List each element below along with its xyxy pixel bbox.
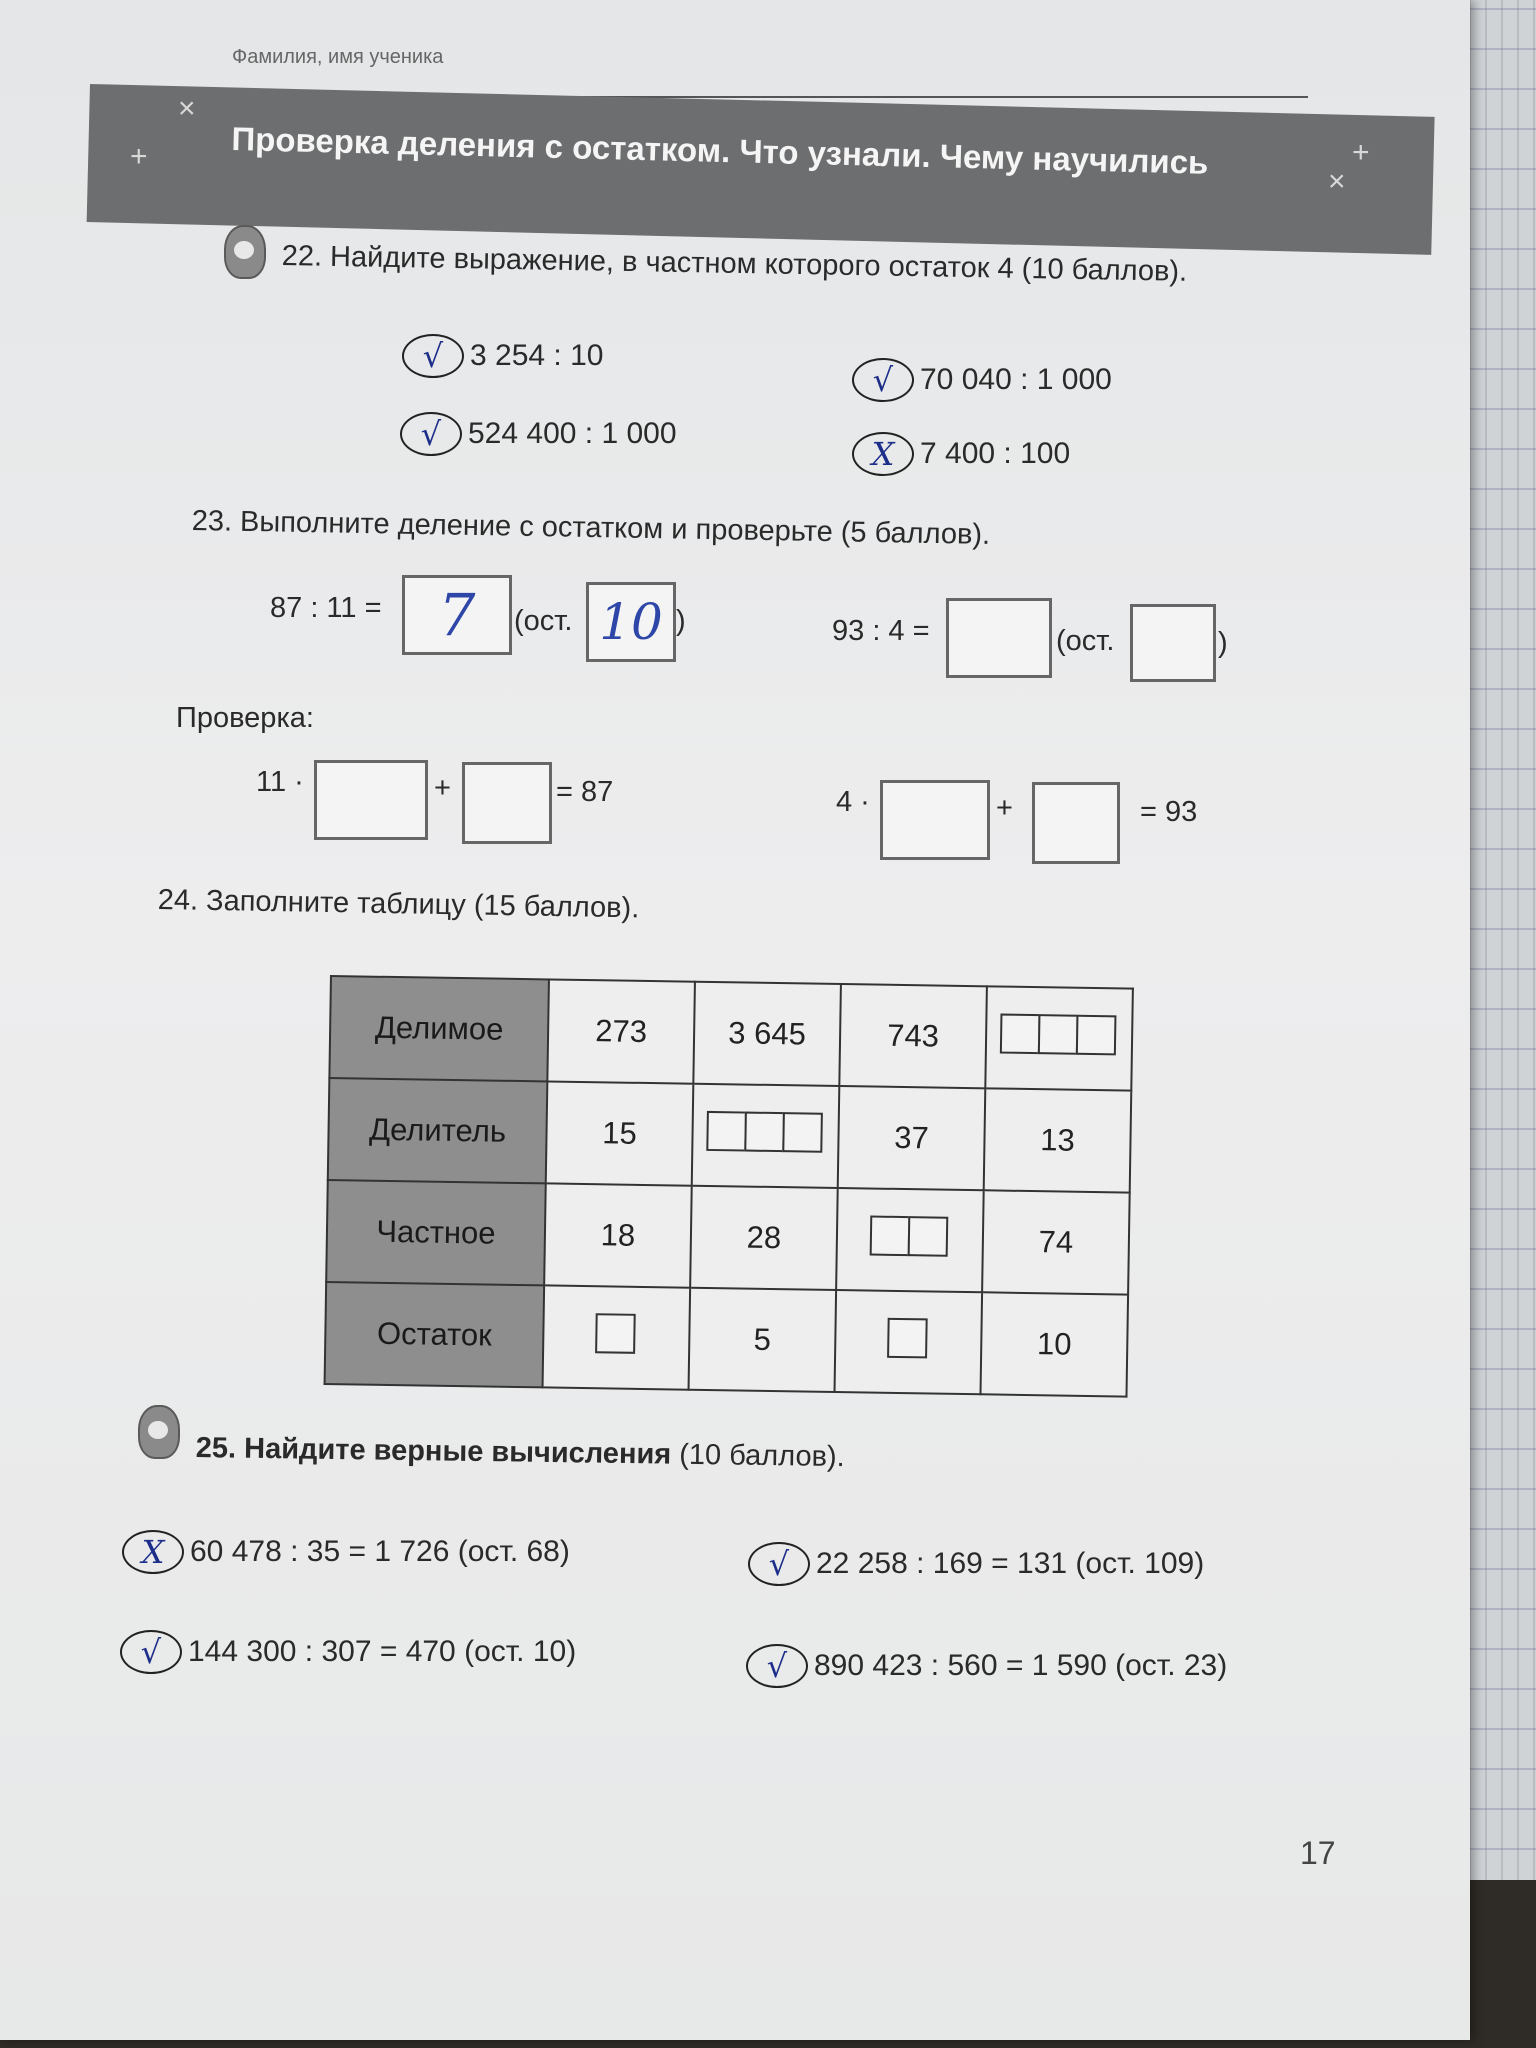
- task22-option-3[interactable]: [852, 358, 1112, 402]
- table-row: [326, 1180, 1130, 1295]
- check-mark-icon: √: [402, 334, 464, 378]
- task23-eq2-prefix: 93 : 4 =: [832, 615, 930, 647]
- cross-decoration-icon: ×: [178, 92, 196, 125]
- task23-check2-plus: +: [996, 792, 1013, 824]
- table-cell: 13: [984, 1088, 1132, 1192]
- cross-mark-icon: X: [852, 432, 914, 476]
- task23-check2-box-b[interactable]: [1032, 782, 1120, 864]
- table-cell: 10: [980, 1292, 1128, 1396]
- task23-eq1-prefix: 87 : 11 =: [270, 592, 382, 624]
- table-row: [329, 976, 1133, 1091]
- task23-eq2-close: ): [1218, 627, 1228, 659]
- task22-option-expr: 7 400 : 100: [920, 437, 1071, 470]
- task22-option-1[interactable]: [402, 334, 603, 378]
- task23-check2-box-a[interactable]: [880, 780, 990, 860]
- task25-option-4[interactable]: [746, 1644, 1227, 1688]
- task23-check1-box-b[interactable]: [462, 762, 552, 844]
- task23-eq1-quotient-box[interactable]: 7: [402, 575, 512, 655]
- cross-decoration-icon: ×: [1328, 165, 1346, 198]
- row-header: Делитель: [328, 1078, 548, 1183]
- task23-check2-result: = 93: [1140, 796, 1198, 828]
- cross-mark-icon: X: [122, 1530, 184, 1574]
- task22-option-expr: 70 040 : 1 000: [920, 363, 1112, 396]
- task24-title: 24. Заполните таблицу: [157, 884, 467, 922]
- plus-decoration-icon: +: [130, 140, 148, 173]
- plus-decoration-icon: +: [1352, 136, 1370, 169]
- task22-points: (10 баллов).: [1021, 252, 1188, 288]
- table-cell: 18: [544, 1183, 692, 1287]
- task22-option-expr: 3 254 : 10: [470, 339, 604, 372]
- table-cell: 28: [690, 1186, 838, 1290]
- task25-option-expr: 22 258 : 169 = 131 (ост. 109): [816, 1547, 1205, 1580]
- row-header: Частное: [326, 1180, 546, 1285]
- task25-title: 25. Найдите верные вычисления: [195, 1432, 672, 1471]
- digit-boxes[interactable]: [708, 1111, 823, 1153]
- task23-check1-box-a[interactable]: [314, 760, 428, 840]
- table-cell-answer[interactable]: [692, 1084, 840, 1188]
- digit-boxes[interactable]: [872, 1216, 949, 1257]
- task23-check2-prefix: 4 ·: [836, 786, 870, 818]
- division-table: [324, 975, 1134, 1398]
- check-mark-icon: √: [748, 1542, 810, 1586]
- digit-boxes[interactable]: [597, 1313, 636, 1354]
- task23-eq2-quotient-box[interactable]: [946, 598, 1052, 678]
- table-cell-answer[interactable]: [543, 1285, 691, 1389]
- table-cell: 74: [982, 1190, 1130, 1294]
- task24-points: (15 баллов).: [473, 889, 640, 925]
- row-header: Делимое: [329, 976, 549, 1081]
- task25-option-3[interactable]: [748, 1542, 1204, 1586]
- task25-option-expr: 144 300 : 307 = 470 (ост. 10): [188, 1635, 577, 1668]
- page-number: 17: [1300, 1835, 1336, 1871]
- table-cell: 5: [689, 1288, 837, 1392]
- task22-option-4[interactable]: [852, 432, 1070, 476]
- task25-option-2[interactable]: [120, 1630, 576, 1674]
- digit-boxes[interactable]: [889, 1318, 928, 1359]
- check-mark-icon: √: [746, 1644, 808, 1688]
- check-mark-icon: √: [120, 1630, 182, 1674]
- check-mark-icon: √: [400, 412, 462, 456]
- task25-option-expr: 890 423 : 560 = 1 590 (ост. 23): [814, 1649, 1228, 1682]
- task22-option-2[interactable]: [400, 412, 677, 456]
- table-cell: 3 645: [693, 982, 841, 1086]
- digit-boxes[interactable]: [1002, 1014, 1117, 1056]
- table-cell: 15: [546, 1081, 694, 1185]
- table-cell: 743: [839, 984, 987, 1088]
- task25-option-expr: 60 478 : 35 = 1 726 (ост. 68): [190, 1535, 570, 1568]
- row-header: Остаток: [325, 1282, 545, 1387]
- task23-check1-result: = 87: [556, 776, 614, 808]
- table-cell-answer[interactable]: [985, 986, 1133, 1090]
- task23-eq1-close: ): [676, 605, 686, 637]
- table-row: [325, 1282, 1129, 1397]
- task23-points: (5 баллов).: [840, 516, 991, 551]
- table-cell: 37: [838, 1086, 986, 1190]
- page-title: Проверка деления с остатком. Что узнали. Чему научились: [231, 120, 1209, 181]
- table-cell-answer[interactable]: [836, 1188, 984, 1292]
- task23-check1-plus: +: [434, 772, 451, 804]
- table-row: [328, 1078, 1132, 1193]
- task25-points: (10 баллов).: [679, 1438, 845, 1474]
- task22-title: 22. Найдите выражение, в частном которого остаток 4: [281, 240, 1014, 285]
- task22-heading: [281, 240, 1187, 289]
- task25-heading: [196, 1432, 845, 1474]
- task22-option-expr: 524 400 : 1 000: [468, 417, 677, 450]
- task23-heading: [191, 505, 990, 552]
- task23-check1-prefix: 11 ·: [256, 766, 304, 798]
- mascot-icon: [138, 1405, 180, 1459]
- task23-eq1-ost-label: (ост.: [514, 605, 573, 637]
- mascot-icon: [224, 225, 266, 279]
- task23-eq2-remainder-box[interactable]: [1130, 604, 1216, 682]
- check-mark-icon: √: [852, 358, 914, 402]
- task23-eq1-remainder-box[interactable]: 10: [586, 582, 676, 662]
- task24-heading: [157, 884, 639, 925]
- task25-option-1[interactable]: [122, 1530, 570, 1574]
- check-label: Проверка:: [176, 702, 314, 734]
- task23-eq2-ost-label: (ост.: [1056, 625, 1115, 657]
- task23-title: 23. Выполните деление с остатком и проверьте: [191, 505, 834, 549]
- table-cell: 273: [547, 979, 695, 1083]
- table-cell-answer[interactable]: [835, 1290, 983, 1394]
- student-name-label: Фамилия, имя ученика: [232, 46, 444, 68]
